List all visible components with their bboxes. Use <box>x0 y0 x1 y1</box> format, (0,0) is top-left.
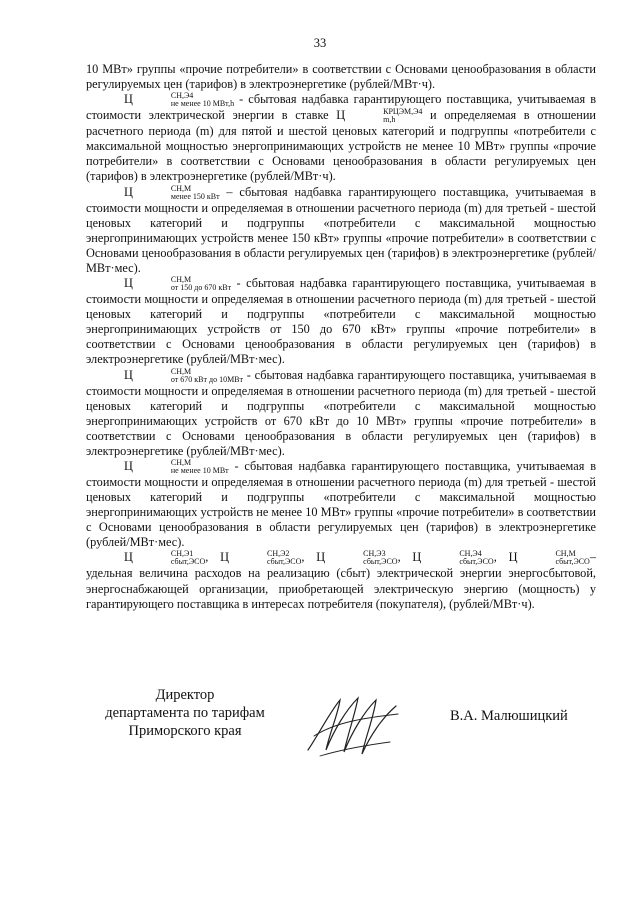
symbol-ts: Ц <box>336 108 346 123</box>
symbol-ts: Ц <box>124 458 133 473</box>
symbol-subscript: сбыт,ЭСО <box>170 557 206 567</box>
symbol-subscript: не менее 10 МВт,h <box>170 99 235 109</box>
symbol-superscript: СН,Э4 <box>170 91 194 101</box>
symbol-subscript: сбыт,ЭСО <box>459 557 494 567</box>
symbol-superscript: СН,М <box>170 183 192 193</box>
paragraph-over-10mw <box>86 459 596 550</box>
symbol-subscript: менее 150 кВт <box>170 191 220 201</box>
paragraph-150-670kw <box>86 276 596 367</box>
signatory-position: Директор <box>155 687 215 703</box>
page-number: 33 <box>313 36 327 50</box>
paragraph-text: и определяемая в отношении расчетного периода (m) для пятой и шестой ценовых категорий и подгруппы «потребители с максимальной мощностью энергопринимающих устройств не менее 10 МВт» группы «прочие потребители» в соответствии с Основами ценообразования в области регулируемых цен (тарифов) в электроэнергетике (рублей/МВт·ч). <box>86 108 596 184</box>
symbol-ts: Ц <box>508 550 518 565</box>
symbol-subscript: сбыт,ЭСО <box>555 557 590 567</box>
symbol-subscript: m,h <box>383 115 396 125</box>
separator: , <box>493 550 509 565</box>
paragraph-e4-surcharge <box>86 92 596 184</box>
paragraph-text: - сбытовая надбавка гарантирующего поставщика, учитываемая в стоимости электрической энергии в ставке <box>86 92 596 123</box>
paragraph-less-150kw <box>86 185 596 276</box>
signer-name: В.А. Малюшицкий <box>450 708 568 724</box>
symbol-ts: Ц <box>124 550 133 565</box>
signatory-region: Приморского края <box>128 723 242 739</box>
symbol-indices <box>133 550 205 566</box>
symbol-superscript: КРЦЭМ,Э4 <box>383 107 423 117</box>
separator: , <box>397 550 413 565</box>
paragraph-sales-cost <box>86 550 596 611</box>
paragraph-text: - сбытовая надбавка гарантирующего поставщика, учитываемая в стоимости мощности и определяемая в отношении расчетного периода (m) для третьей - шестой ценовых категорий и подгруппы «потребители с максимальной мощностью энергопринимающих устройств от 150 до 670 кВт» группы «прочие потребители» в соответствии с Основами ценообразования в области регулируемых цен (тарифов) в электроэнергетике (рублей/МВт·мес). <box>86 276 596 367</box>
symbol-superscript: СН,Э1 <box>170 549 194 559</box>
separator: , <box>301 550 317 565</box>
symbol-superscript: СН,Э2 <box>267 549 290 559</box>
symbol-indices <box>517 550 589 566</box>
symbol-subscript: сбыт,ЭСО <box>267 557 302 567</box>
symbol-subscript: сбыт,ЭСО <box>363 557 398 567</box>
paragraph-text: – сбытовая надбавка гарантирующего поставщика, учитываемая в стоимости мощности и определяемая в отношении расчетного периода (m) для третьей - шестой ценовых категорий и подгруппы «потребители с максимальной мощностью энергопринимающих устройств менее 150 кВт» группы «прочие потребители» в соответствии с Основами ценообразования в области регулируемых цен (тарифов) в электроэнергетике (рублей/МВт·мес). <box>86 184 596 275</box>
symbol-ts: Ц <box>220 550 230 565</box>
paragraph-text: - сбытовая надбавка гарантирующего поставщика, учитываемая в стоимости мощности и определяемая в отношении расчетного периода (m) для третьей - шестой ценовых категорий и подгруппы «потребители с максимальной мощностью энергопринимающих устройств не менее 10 МВт» группы «прочие потребители» в соответствии с Основами ценообразования в области регулируемых цен (тарифов) в электроэнергетике (рублей/МВт·мес). <box>86 458 596 550</box>
symbol-indices <box>229 550 301 566</box>
signatory-title <box>80 686 290 740</box>
symbol-superscript: СН,М <box>555 549 576 559</box>
paragraph-670kw-10mw <box>86 368 596 459</box>
paragraph-text: –удельная величина расходов на реализацию (сбыт) электрической энергии энергосбытовой, энергоснабжающей организации, приобретающей электрическую энергию (мощность) у гарантирующего поставщика в интересах потребителя (покупателя), (рублей/МВт·ч). <box>86 550 596 611</box>
handwritten-signature <box>300 692 410 762</box>
paragraph-text: - сбытовая надбавка гарантирующего поставщика, учитываемая в стоимости мощности и определяемая в отношении расчетного периода (m) для третьей - шестой ценовых категорий и подгруппы «потребители с максимальной мощностью энергопринимающих устройств от 670 кВт до 10 МВт» группы «прочие потребители» в соответствии с Основами ценообразования в области регулируемых цен (тарифов) в электроэнергетике (рублей/МВт·мес). <box>86 367 596 458</box>
symbol-indices <box>421 550 493 566</box>
document-body <box>86 62 596 612</box>
paragraph-text: 10 МВт» группы «прочие потребители» в соответствии с Основами ценообразования в области регулируемых цен (тарифов) в электроэнергетике (рублей/МВт·ч). <box>86 62 596 92</box>
symbol-indices <box>133 92 234 108</box>
symbol-ts: Ц <box>412 550 422 565</box>
separator: , <box>205 550 221 565</box>
symbol-ts: Ц <box>124 184 133 199</box>
symbol-superscript: СН,Э4 <box>459 549 482 559</box>
symbol-superscript: СН,Э3 <box>363 549 386 559</box>
symbol-ts: Ц <box>316 550 326 565</box>
symbol-superscript: СН,М <box>170 366 192 376</box>
symbol-ts: Ц <box>124 92 133 107</box>
symbol-superscript: СН,М <box>170 457 192 467</box>
symbol-ts: Ц <box>124 367 133 382</box>
symbol-indices <box>133 185 220 201</box>
symbol-indices <box>345 108 422 124</box>
symbol-subscript: от 150 до 670 кВт <box>170 283 232 293</box>
symbol-subscript: не менее 10 МВт <box>170 465 229 475</box>
symbol-indices <box>133 276 231 292</box>
paragraph-continuation <box>86 62 596 92</box>
signatory-department: департамента по тарифам <box>105 705 265 721</box>
symbol-subscript: от 670 кВт до 10МВт <box>170 374 244 384</box>
symbol-ts: Ц <box>124 276 133 291</box>
symbol-superscript: СН,М <box>170 275 192 285</box>
symbol-indices <box>325 550 397 566</box>
symbol-indices <box>133 368 243 384</box>
symbol-indices <box>133 459 229 475</box>
